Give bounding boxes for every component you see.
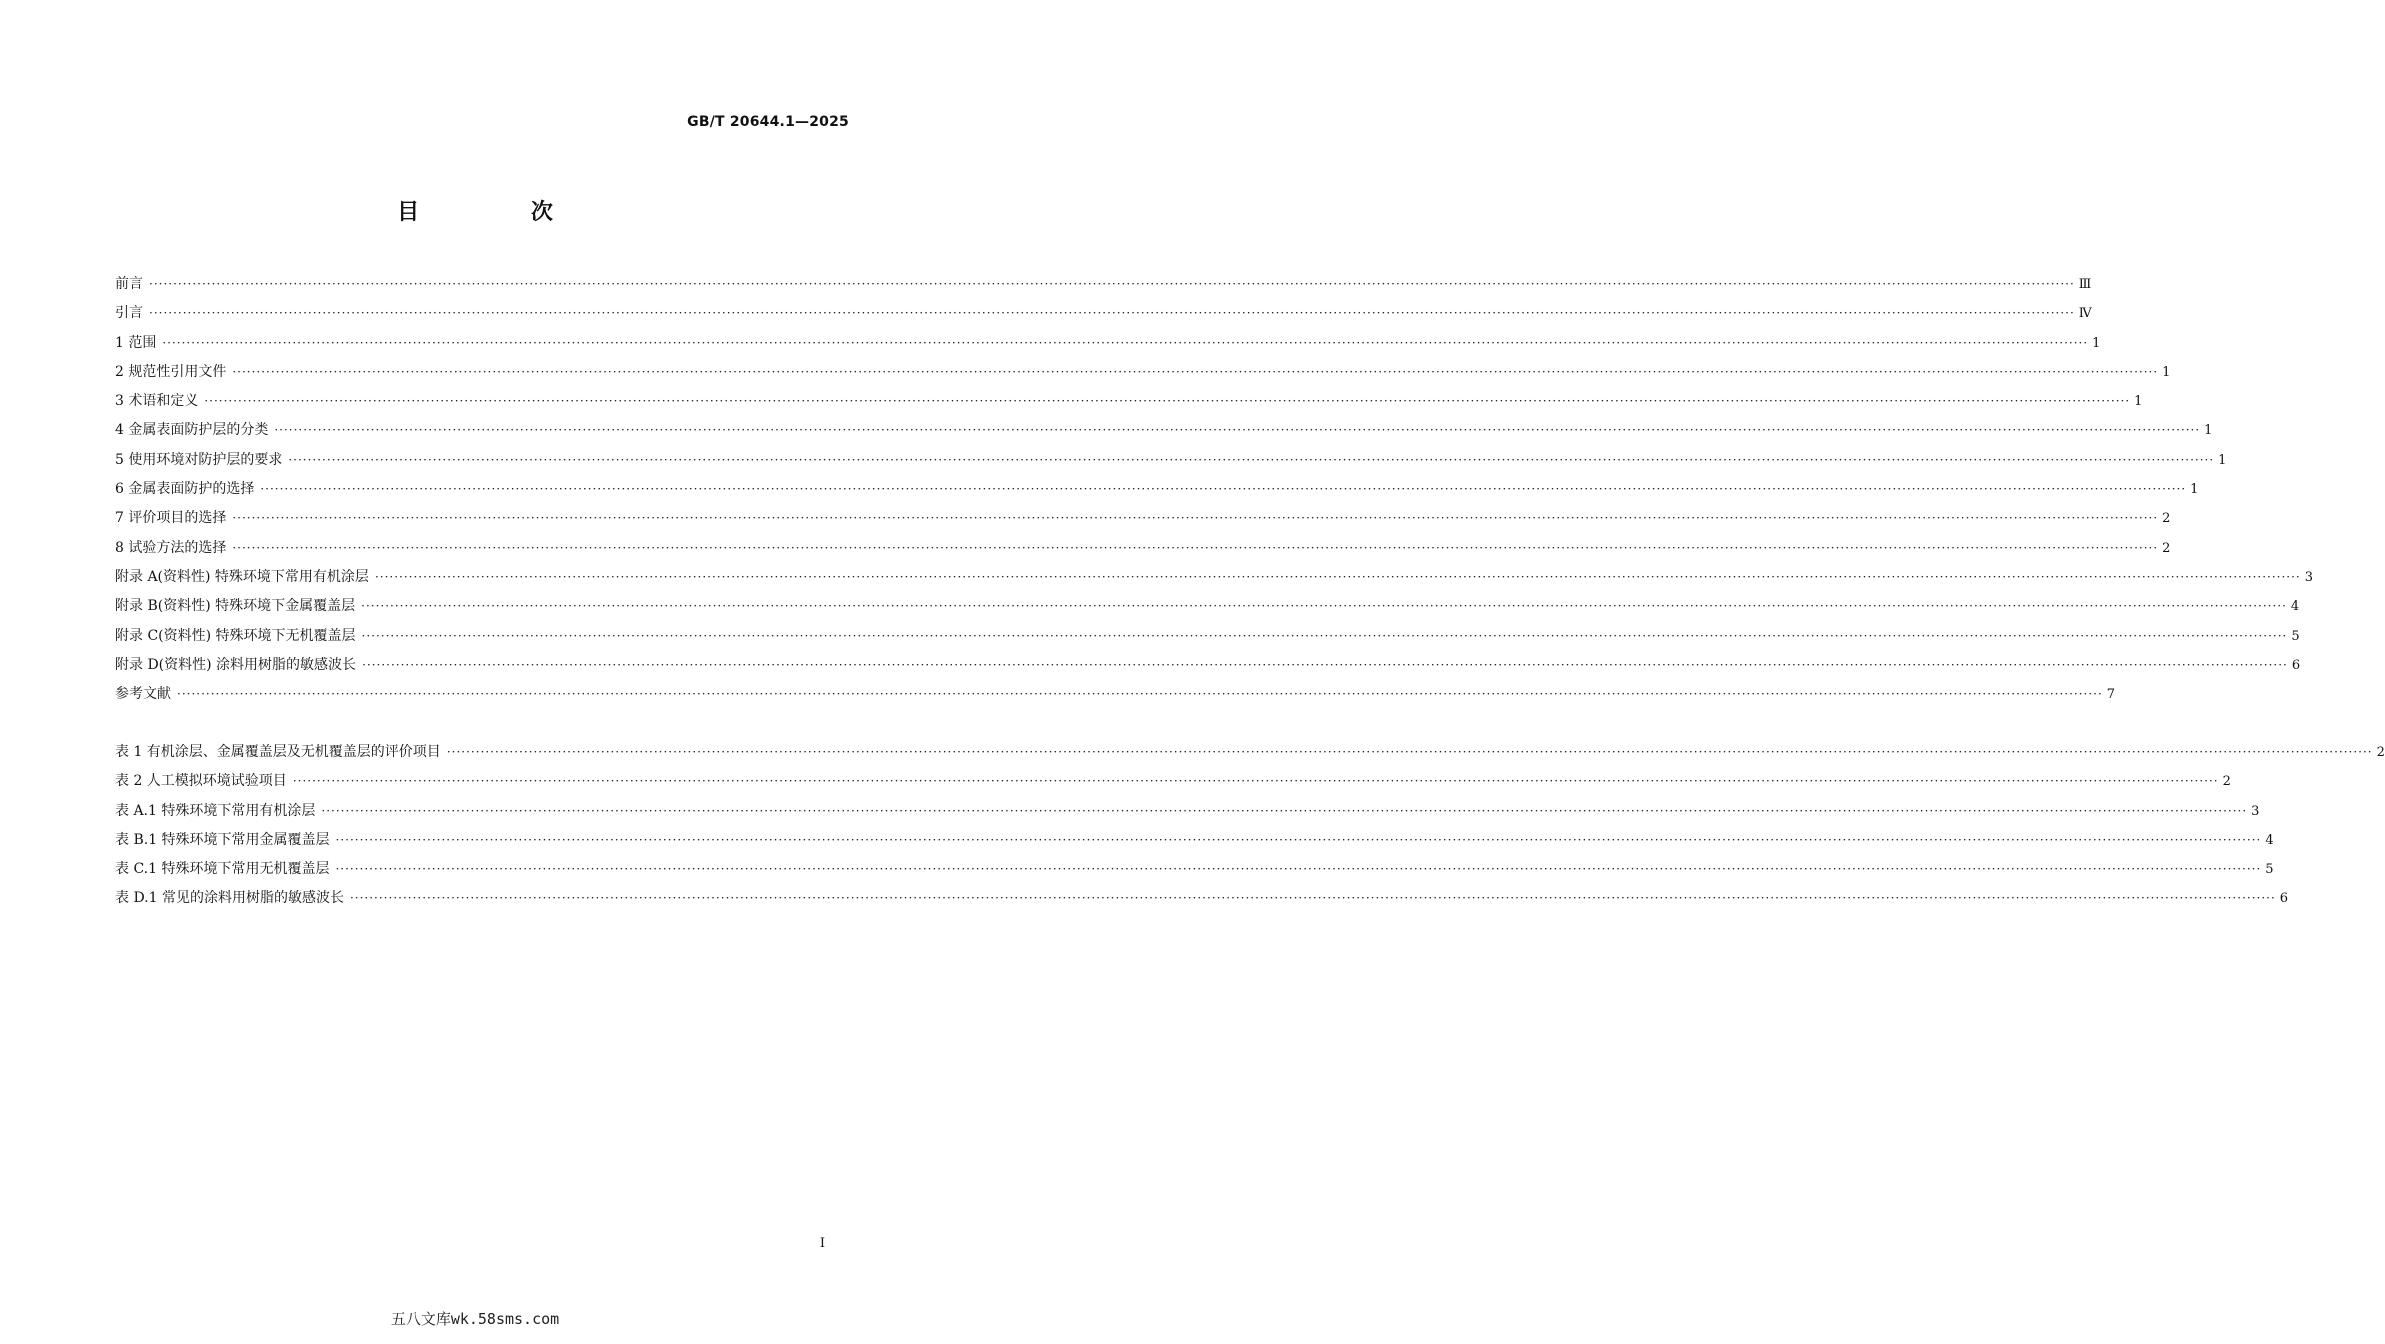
dot-leader: ················································································································································································································································································································································································································ [362, 657, 2288, 672]
table-entry-label: 表 2 人工模拟环境试验项目 [115, 773, 287, 790]
toc-entry[interactable] [115, 361, 2171, 390]
dot-leader: ················································································································································································································································································································································································································ [361, 628, 2288, 643]
table-entry-page: 3 [2251, 803, 2260, 819]
toc-entry-page: 1 [2092, 335, 2101, 351]
toc-entry-label: 4 金属表面防护层的分类 [115, 422, 269, 439]
dot-leader: ················································································································································································································································································································································································································ [335, 832, 2262, 847]
table-entry-page: 2 [2376, 745, 2385, 760]
toc-entry-label: 6 金属表面防护的选择 [115, 481, 255, 498]
toc-entry-page: 5 [2291, 628, 2300, 644]
table-entry-page: 5 [2265, 862, 2274, 878]
toc-entry-page: 1 [2134, 394, 2143, 410]
dot-leader: ················································································································································································································································································································································································································ [321, 803, 2248, 818]
toc-entry[interactable] [115, 332, 2101, 361]
table-entry[interactable] [115, 741, 2385, 770]
toc-entry-page: 1 [2190, 482, 2199, 498]
dot-leader: ················································································································································································································································································································································································································ [177, 687, 2103, 702]
table-entry[interactable] [115, 858, 2274, 887]
toc-entry[interactable] [115, 625, 2300, 654]
dot-leader: ················································································································································································································································································································································································································ [361, 599, 2287, 614]
list-of-tables [115, 741, 2385, 917]
toc-entry[interactable] [115, 449, 2227, 478]
dot-leader: ················································································································································································································································································································································································································ [232, 364, 2159, 379]
dot-leader: ················································································································································································································································································································································································································ [288, 452, 2215, 467]
toc-entry[interactable] [115, 595, 2300, 624]
toc-entry-page: 6 [2291, 657, 2301, 673]
table-entry[interactable] [115, 887, 2289, 916]
dot-leader: ················································································································································································································································································································································································································ [149, 306, 2075, 321]
toc-entry[interactable] [115, 566, 2313, 595]
toc-entry-page: 2 [2162, 540, 2171, 556]
dot-leader: ················································································································································································································································································································································································································ [335, 862, 2262, 877]
toc-entry[interactable] [115, 478, 2199, 507]
dot-leader: ················································································································································································································································································································································································································ [274, 423, 2201, 438]
table-entry[interactable] [115, 829, 2274, 858]
toc-entry[interactable] [115, 302, 2092, 331]
toc-entry[interactable] [115, 419, 2213, 448]
toc-entry-page: 1 [2204, 423, 2213, 439]
dot-leader: ················································································································································································································································································································································································································ [260, 482, 2187, 497]
toc-entry-label: 引言 [115, 305, 143, 322]
toc-entry-page: Ⅳ [2078, 306, 2092, 322]
toc-entry-label: 附录 C(资料性) 特殊环境下无机覆盖层 [115, 627, 356, 644]
toc-entry[interactable] [115, 683, 2116, 712]
table-entry[interactable] [115, 800, 2260, 829]
dot-leader: ················································································································································································································································································································································································································ [292, 774, 2219, 789]
dot-leader: ················································································································································································································································································································································································································ [149, 277, 2075, 291]
toc-entry-page: 4 [2290, 599, 2300, 615]
toc-entry-page: 1 [2218, 452, 2227, 468]
toc-entry[interactable] [115, 273, 2092, 302]
page-title: 目 次 [397, 200, 605, 225]
dot-leader: ················································································································································································································································································································································································································ [204, 394, 2131, 409]
toc-entry-label: 2 规范性引用文件 [115, 363, 227, 380]
toc-entry-page: 3 [2304, 569, 2313, 585]
table-entry-page: 2 [2222, 774, 2231, 790]
table-entry-label: 表 B.1 特殊环境下常用金属覆盖层 [115, 831, 330, 848]
toc-entry-label: 8 试验方法的选择 [115, 539, 227, 556]
toc-entry-page: 7 [2106, 687, 2116, 703]
dot-leader: ················································································································································································································································································································································································································ [232, 511, 2159, 526]
page-number: I [819, 1236, 825, 1251]
toc-entry[interactable] [115, 537, 2171, 566]
toc-entry-page: Ⅲ [2078, 277, 2092, 292]
table-entry-page: 6 [2279, 891, 2289, 907]
toc-entry-label: 前言 [115, 276, 143, 292]
table-entry-label: 表 A.1 特殊环境下常用有机涂层 [115, 802, 316, 819]
toc-entry-page: 2 [2162, 511, 2171, 527]
toc-entry[interactable] [115, 390, 2143, 419]
toc-entry[interactable] [115, 507, 2171, 536]
toc-entry-label: 5 使用环境对防护层的要求 [115, 451, 283, 468]
toc-entry-page: 1 [2162, 364, 2171, 380]
toc-entry[interactable] [115, 654, 2301, 683]
table-entry-label: 表 C.1 特殊环境下常用无机覆盖层 [115, 861, 330, 878]
toc-entry-label: 参考文献 [115, 686, 171, 703]
dot-leader: ················································································································································································································································································································································································································ [162, 335, 2089, 350]
dot-leader: ················································································································································································································································································································································································································ [349, 891, 2276, 906]
toc-entry-label: 3 术语和定义 [115, 393, 199, 410]
table-entry-label: 表 D.1 常见的涂料用树脂的敏感波长 [115, 890, 344, 907]
toc-entry-label: 附录 B(资料性) 特殊环境下金属覆盖层 [115, 598, 356, 615]
footer-watermark: 五八文库wk.58sms.com [390, 1310, 560, 1328]
dot-leader: ················································································································································································································································································································································································································ [232, 540, 2159, 555]
table-of-contents [115, 273, 2313, 712]
standard-code: GB/T 20644.1—2025 [687, 114, 849, 130]
table-entry-page: 4 [2265, 832, 2274, 848]
toc-entry-label: 附录 D(资料性) 涂料用树脂的敏感波长 [115, 656, 357, 673]
toc-entry-label: 附录 A(资料性) 特殊环境下常用有机涂层 [115, 568, 369, 585]
table-entry-label: 表 1 有机涂层、金属覆盖层及无机覆盖层的评价项目 [115, 744, 441, 760]
toc-entry-label: 1 范围 [115, 334, 157, 351]
table-entry[interactable] [115, 770, 2231, 799]
dot-leader: ················································································································································································································································································································································································································ [446, 745, 2373, 759]
toc-entry-label: 7 评价项目的选择 [115, 510, 227, 527]
dot-leader: ················································································································································································································································································································································································································ [374, 569, 2301, 584]
